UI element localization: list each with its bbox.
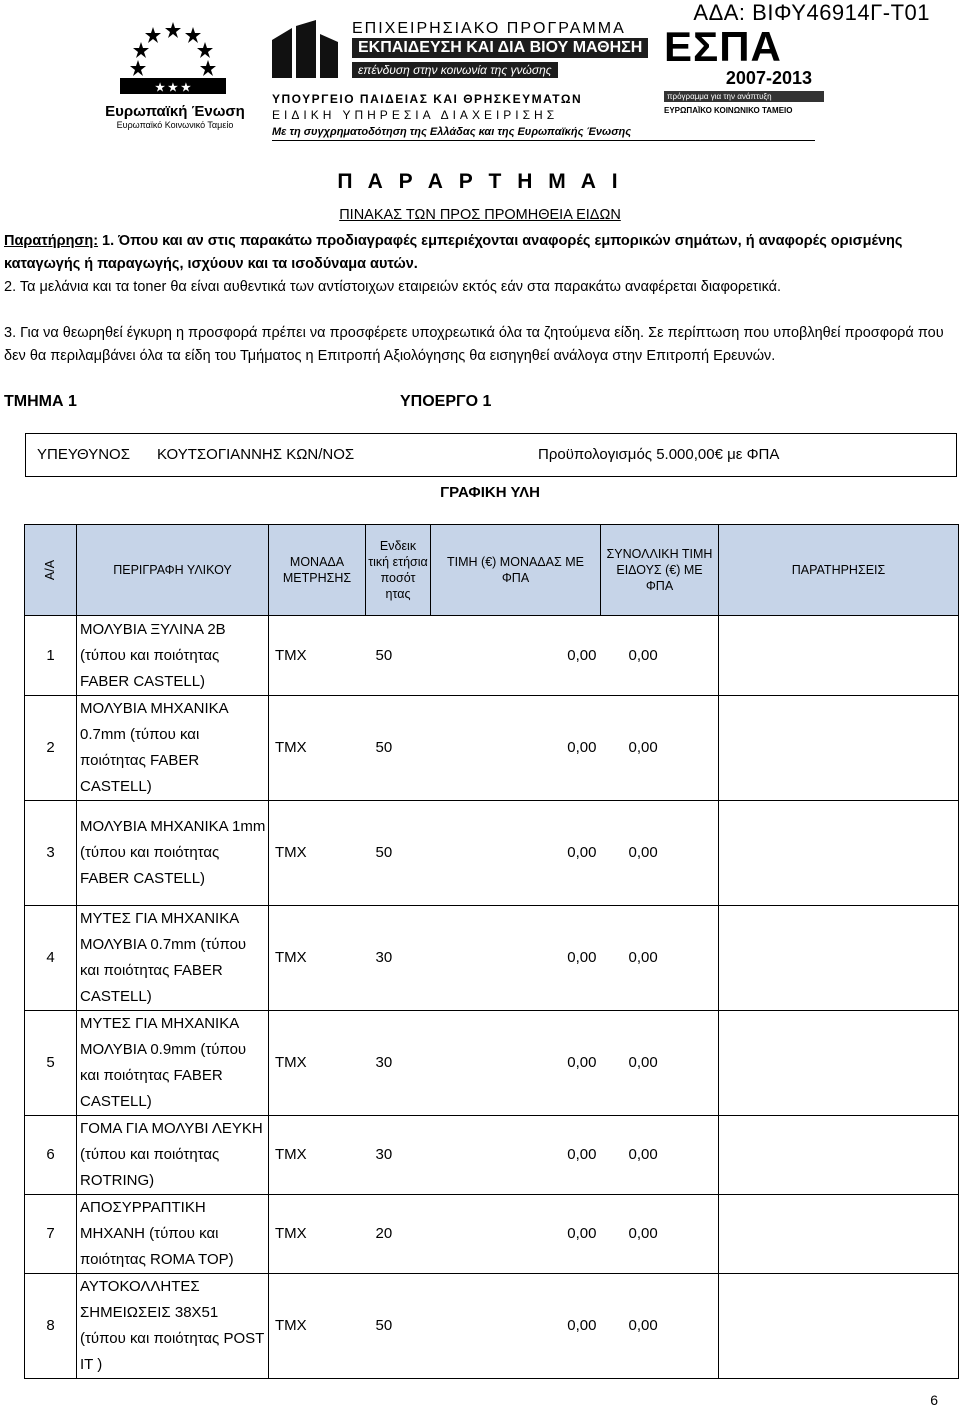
- eu-name: Ευρωπαϊκή Ένωση: [105, 103, 245, 120]
- cell-unit: ΤΜΧ: [269, 1011, 366, 1116]
- paragraph-3: 3. Για να θεωρηθεί έγκυρη η προσφορά πρέπει να προσφέρετε υποχρεωτικά όλα τα ζητούμενα είδη. Σε περίπτωση που υποβληθεί προσφορά που δεν θα περιλαμβάνει όλα τα είδη του Τμήματος η Επιτροπή Αξιολόγησης θα εισηγηθεί ανάλογα στην Επιτροπή Ερευνών.: [4, 325, 944, 364]
- espa-years: 2007-2013: [725, 68, 812, 88]
- page-subtitle: [0, 207, 960, 223]
- cell-unit: ΤΜΧ: [269, 1116, 366, 1195]
- cell-qty: 20: [366, 1195, 431, 1274]
- cell-price: 0,00: [431, 696, 601, 801]
- header-qty: Ενδεικ τική ετήσια ποσότ ητας: [366, 525, 431, 616]
- note-text: 1. Όπου και αν στις παρακάτω προδιαγραφές εμπεριέχονται αναφορές εμπορικών σημάτων, ή αναφορές ορισμένης καταγωγής ή παραγωγής, ισχύουν και τα ισοδύναμα αυτών.: [4, 233, 903, 272]
- cell-unit: ΤΜΧ: [269, 801, 366, 906]
- cell-unit: ΤΜΧ: [269, 906, 366, 1011]
- items-table: [24, 524, 959, 1379]
- cell-qty: 50: [366, 801, 431, 906]
- responsible-name: ΚΟΥΤΣΟΓΙΑΝΝΗΣ ΚΩΝ/ΝΟΣ: [157, 446, 355, 463]
- espa-tagline: πρόγραμμα για την ανάπτυξη: [664, 91, 824, 102]
- cell-price: 0,00: [431, 801, 601, 906]
- eu-stars-icon: [118, 18, 228, 96]
- table-row: [25, 696, 959, 801]
- budget: Προϋπολογισμός 5.000,00€ με ΦΠΑ: [538, 446, 780, 463]
- cell-total: 0,00: [601, 616, 719, 696]
- cell-num: 5: [25, 1011, 77, 1116]
- header-divider: [272, 140, 815, 141]
- espa-fund: ΕΥΡΩΠΑΪΚΟ ΚΟΙΝΩΝΙΚΟ ΤΑΜΕΙΟ: [664, 106, 793, 115]
- cell-num: 2: [25, 696, 77, 801]
- cell-num: 3: [25, 801, 77, 906]
- cell-remarks: [719, 801, 959, 906]
- header-unit-price: ΤΙΜΗ (€) ΜΟΝΑΔΑΣ ΜΕ ΦΠΑ: [431, 525, 601, 616]
- ada-code: ΑΔΑ: ΒΙΦΥ46914Γ-Τ01: [693, 0, 930, 25]
- cell-unit: ΤΜΧ: [269, 616, 366, 696]
- table-row: [25, 1116, 959, 1195]
- service: ΕΙΔΙΚΗ ΥΠΗΡΕΣΙΑ ΔΙΑΧΕΙΡΙΣΗΣ: [272, 108, 559, 122]
- ministry: ΥΠΟΥΡΓΕΙΟ ΠΑΙΔΕΙΑΣ ΚΑΙ ΘΡΗΣΚΕΥΜΑΤΩΝ: [272, 92, 583, 106]
- cell-total: 0,00: [601, 1116, 719, 1195]
- cell-price: 0,00: [431, 906, 601, 1011]
- header-total: ΣΥΝΟΛΛΙΚΗ ΤΙΜΗ ΕΙΔΟΥΣ (€) ΜΕ ΦΠΑ: [601, 525, 719, 616]
- cell-num: 1: [25, 616, 77, 696]
- cell-remarks: [719, 1274, 959, 1379]
- table-row: [25, 1274, 959, 1379]
- cell-qty: 50: [366, 616, 431, 696]
- cell-qty: 30: [366, 1116, 431, 1195]
- responsible-box: [25, 433, 957, 477]
- cell-num: 7: [25, 1195, 77, 1274]
- cell-description: ΜΟΛΥΒΙΑ ΞΥΛΙΝΑ 2Β (τύπου και ποιότητας FABER CASTELL): [77, 616, 269, 696]
- program-subtitle: ΕΚΠΑΙΔΕΥΣΗ ΚΑΙ ΔΙΑ ΒΙΟΥ ΜΑΘΗΣΗ: [352, 38, 648, 58]
- espa-word: ΕΣΠΑ: [664, 23, 782, 70]
- note-paragraph: [4, 230, 954, 276]
- cell-num: 8: [25, 1274, 77, 1379]
- program-title: ΕΠΙΧΕΙΡΗΣΙΑΚΟ ΠΡΟΓΡΑΜΜΑ: [352, 20, 626, 37]
- cell-unit: ΤΜΧ: [269, 696, 366, 801]
- cell-remarks: [719, 1195, 959, 1274]
- header-aa-text: Α/Α: [43, 559, 58, 581]
- cell-remarks: [719, 1011, 959, 1116]
- cell-description: ΑΥΤΟΚΟΛΛΗΤΕΣ ΣΗΜΕΙΩΣΕΙΣ 38Χ51 (τύπου και ποιότητας POST IT ): [77, 1274, 269, 1379]
- cell-description: ΜΥΤΕΣ ΓΙΑ ΜΗΧΑΝΙΚΑ ΜΟΛΥΒΙΑ 0.9mm (τύπου και ποιότητας FABER CASTELL): [77, 1011, 269, 1116]
- cell-remarks: [719, 906, 959, 1011]
- cell-num: 4: [25, 906, 77, 1011]
- cell-price: 0,00: [431, 1195, 601, 1274]
- page-title: Π Α Ρ Α Ρ Τ Η Μ Α Ι: [337, 170, 623, 193]
- table-row: [25, 616, 959, 696]
- cell-remarks: [719, 696, 959, 801]
- cell-description: ΜΟΛΥΒΙΑ ΜΗΧΑΝΙΚΑ 0.7mm (τύπου και ποιότητας FABER CASTELL): [77, 696, 269, 801]
- page-number: 6: [930, 1392, 938, 1408]
- cell-description: ΜΟΛΥΒΙΑ ΜΗΧΑΝΙΚΑ 1mm (τύπου και ποιότητας FABER CASTELL): [77, 801, 269, 906]
- program-tagline: επένδυση στην κοινωνία της γνώσης: [352, 62, 558, 78]
- cell-unit: ΤΜΧ: [269, 1195, 366, 1274]
- cell-remarks: [719, 616, 959, 696]
- cell-total: 0,00: [601, 1011, 719, 1116]
- cell-num: 6: [25, 1116, 77, 1195]
- table-row: [25, 1195, 959, 1274]
- cell-total: 0,00: [601, 696, 719, 801]
- eu-fund: Ευρωπαϊκό Κοινωνικό Ταμείο: [116, 120, 234, 130]
- cell-total: 0,00: [601, 906, 719, 1011]
- cell-qty: 30: [366, 906, 431, 1011]
- cell-unit: ΤΜΧ: [269, 1274, 366, 1379]
- note-label: Παρατήρηση:: [4, 233, 99, 249]
- section-tmima: ΤΜΗΜΑ 1: [4, 393, 77, 410]
- espa-logo: [664, 23, 824, 115]
- svg-text:★ ★ ★: ★ ★ ★: [155, 82, 191, 94]
- cell-price: 0,00: [431, 1011, 601, 1116]
- table-row: [25, 801, 959, 906]
- cell-description: ΑΠΟΣΥΡΡΑΠΤΙΚΗ ΜΗΧΑΝΗ (τύπου και ποιότητας ROMA TOP): [77, 1195, 269, 1274]
- cofunding-line: Με τη συγχρηματοδότηση της Ελλάδας και της Ευρωπαϊκής Ένωσης: [272, 126, 632, 138]
- cell-price: 0,00: [431, 1274, 601, 1379]
- cell-description: ΓΟΜΑ ΓΙΑ ΜΟΛΥΒΙ ΛΕΥΚΗ (τύπου και ποιότητας ROTRING): [77, 1116, 269, 1195]
- subtitle-text: ΠΙΝΑΚΑΣ ΤΩΝ ΠΡΟΣ ΠΡΟΜΗΘΕΙΑ ΕΙΔΩΝ: [339, 207, 621, 223]
- cell-total: 0,00: [601, 1274, 719, 1379]
- program-mark-icon: [272, 20, 338, 78]
- responsible-label: ΥΠΕΥΘΥΝΟΣ: [37, 446, 130, 463]
- cell-remarks: [719, 1116, 959, 1195]
- category-heading: ΓΡΑΦΙΚΗ ΥΛΗ: [440, 484, 540, 501]
- cell-qty: 30: [366, 1011, 431, 1116]
- header-unit: ΜΟΝΑΔΑ ΜΕΤΡΗΣΗΣ: [269, 525, 366, 616]
- table-row: [25, 1011, 959, 1116]
- section-ypoergo: ΥΠΟΕΡΓΟ 1: [400, 393, 492, 410]
- cell-description: ΜΥΤΕΣ ΓΙΑ ΜΗΧΑΝΙΚΑ ΜΟΛΥΒΙΑ 0.7mm (τύπου και ποιότητας FABER CASTELL): [77, 906, 269, 1011]
- cell-qty: 50: [366, 696, 431, 801]
- header-remarks: ΠΑΡΑΤΗΡΗΣΕΙΣ: [719, 525, 959, 616]
- cell-qty: 50: [366, 1274, 431, 1379]
- table-header-row: [25, 525, 959, 616]
- table-row: [25, 906, 959, 1011]
- eu-logo: [100, 18, 250, 130]
- cell-total: 0,00: [601, 801, 719, 906]
- cell-price: 0,00: [431, 1116, 601, 1195]
- header-description: ΠΕΡΙΓΡΑΦΗ ΥΛΙΚΟΥ: [77, 525, 269, 616]
- paragraph-2: 2. Τα μελάνια και τα toner θα είναι αυθεντικά των αντίστοιχων εταιρειών εκτός εάν στα παρακάτω αναφέρεται διαφορετικά.: [4, 279, 782, 295]
- cell-total: 0,00: [601, 1195, 719, 1274]
- header-aa: [25, 525, 77, 616]
- cell-price: 0,00: [431, 616, 601, 696]
